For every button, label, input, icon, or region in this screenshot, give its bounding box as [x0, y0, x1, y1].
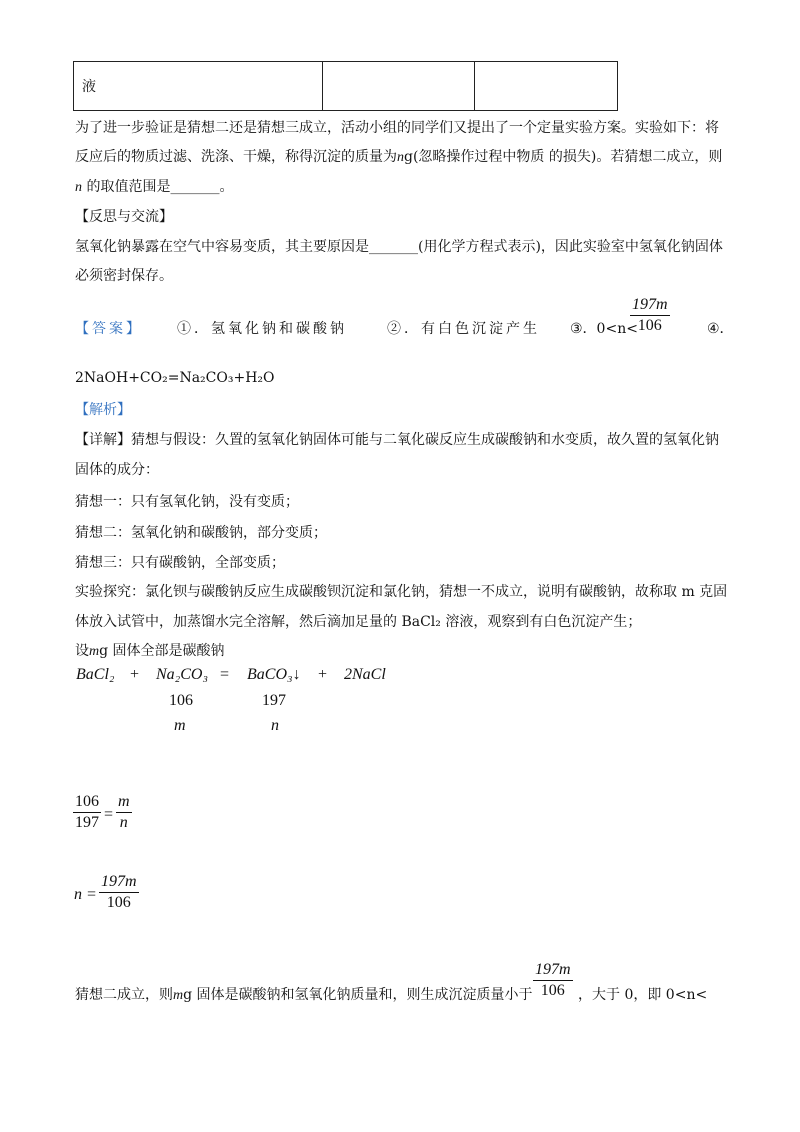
- paragraph-line: [75, 146, 722, 166]
- variable-n: n: [271, 717, 279, 734]
- fraction: [73, 793, 101, 832]
- table-cell: 液: [74, 62, 323, 111]
- fraction: [99, 873, 139, 912]
- paragraph-line: 实验探究：氯化钡与碳酸钠反应生成碳酸钡沉淀和氯化钠，猜想一不成立，说明有碳酸钠，故称取 m 克固: [75, 584, 728, 600]
- paragraph-line: [75, 176, 233, 196]
- product: BaCO₃↓: [247, 666, 301, 683]
- text: g 固体全部是碳酸钠: [99, 643, 225, 659]
- paragraph-line: 【详解】猜想与假设：久置的氢氧化钠固体可能与二氧化碳反应生成碳酸钠和水变质，故久置的氢氧化钠: [75, 432, 719, 448]
- paragraph-line: ，大于 0，即 0<n<: [578, 987, 708, 1003]
- answer-item: ②．有白色沉淀产生: [387, 321, 540, 337]
- molar-mass: 197: [262, 692, 286, 709]
- fraction-numerator: m: [116, 793, 132, 813]
- reactant: Na₂CO₃: [156, 666, 209, 683]
- table-cell: [323, 62, 475, 111]
- variable-n: n: [397, 150, 404, 165]
- paragraph-line: 固体的成分：: [75, 462, 159, 478]
- text: 反应后的物质过滤、洗涤、干燥，称得沉淀的质量为: [75, 149, 397, 165]
- equals-sign: =: [220, 666, 230, 683]
- analysis-label: 【解析】: [75, 402, 131, 418]
- fraction-denominator: n: [119, 814, 128, 831]
- fraction: [116, 793, 132, 832]
- fraction-denominator: 106: [540, 982, 565, 999]
- paragraph-line: 氢氧化钠暴露在空气中容易变质，其主要原因是_______(用化学方程式表示)，因此实验室中氢氧化钠固体: [75, 239, 723, 255]
- paragraph-line: 猜想二：氢氧化钠和碳酸钠，部分变质；: [75, 525, 327, 541]
- text: 设: [75, 643, 89, 659]
- fraction-denominator: 106: [637, 317, 662, 334]
- paragraph-line: 猜想一：只有氢氧化钠，没有变质；: [75, 494, 299, 510]
- equals-sign: =: [104, 806, 114, 823]
- section-heading: 【反思与交流】: [75, 209, 173, 225]
- answer-item: ④．: [707, 321, 734, 337]
- paragraph-line: 体放入试管中，加蒸馏水完全溶解，然后滴加足量的 BaCl₂ 溶液，观察到有白色沉淀产生；: [75, 614, 642, 630]
- fraction-numerator: 197m: [630, 296, 670, 316]
- text: 猜想二成立，则: [75, 987, 173, 1003]
- answer-item: ③．0<n<: [570, 321, 638, 337]
- text: g(忽略操作过程中物质 的损失)。若猜想二成立，则: [404, 149, 723, 165]
- paragraph-line: [75, 984, 533, 1004]
- chemical-equation: 2NaOH+CO₂=Na₂CO₃+H₂O: [75, 370, 275, 386]
- paragraph-line: 必须密封保存。: [75, 268, 173, 284]
- equation-lhs: [74, 886, 97, 904]
- paragraph-line: [75, 640, 225, 660]
- fraction-numerator: 197m: [99, 873, 139, 893]
- variable-m: m: [173, 988, 184, 1003]
- answer-item: ①．氢氧化钠和碳酸钠: [177, 321, 347, 337]
- fraction-denominator: 106: [106, 894, 131, 911]
- fraction: [630, 296, 670, 335]
- variable-m: m: [174, 717, 186, 734]
- fraction-denominator: 197: [75, 814, 99, 831]
- molar-mass: 106: [169, 692, 193, 709]
- text: 的取值范围是_______。: [82, 179, 234, 195]
- variable-m: m: [89, 644, 100, 659]
- answer-label: 【答案】: [75, 321, 143, 337]
- product: 2NaCl: [344, 666, 386, 683]
- fraction: [533, 961, 573, 1000]
- paragraph-line: 猜想三：只有碳酸钠，全部变质；: [75, 555, 285, 571]
- text: n =: [74, 886, 97, 903]
- answer-table: [73, 61, 618, 111]
- plus-sign: +: [130, 666, 140, 683]
- fraction-numerator: 197m: [533, 961, 573, 981]
- paragraph-line: 为了进一步验证是猜想二还是猜想三成立，活动小组的同学们又提出了一个定量实验方案。实验如下：将: [75, 120, 719, 136]
- fraction-numerator: 106: [73, 793, 101, 813]
- variable-n: n: [75, 180, 82, 195]
- reactant: BaCl₂: [76, 666, 115, 683]
- text: g 固体是碳酸钠和氢氧化钠质量和，则生成沉淀质量小于: [183, 987, 533, 1003]
- plus-sign: +: [318, 666, 328, 683]
- table-cell: [475, 62, 618, 111]
